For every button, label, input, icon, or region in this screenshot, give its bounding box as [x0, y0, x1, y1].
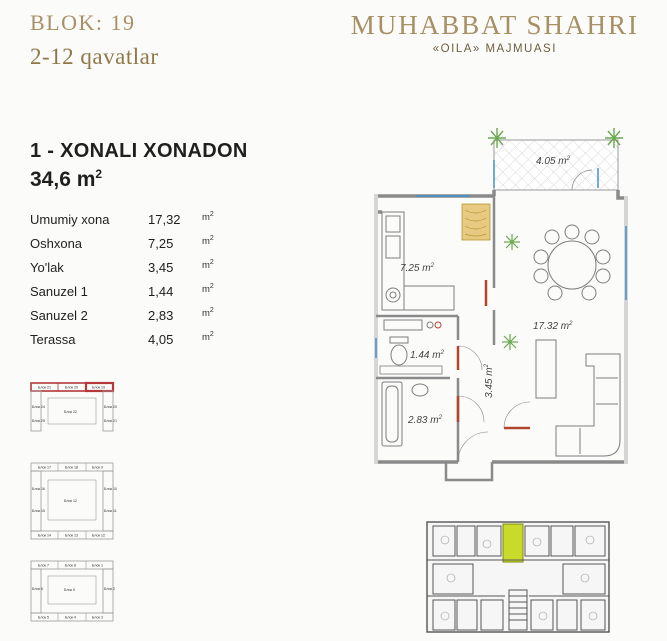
minimap-block-label: Блок 3	[92, 615, 104, 620]
floors-label: 2-12 qavatlar	[30, 44, 159, 69]
sink-icon	[412, 384, 428, 396]
block-label: BLOK: 19	[30, 10, 136, 35]
area-unit	[202, 259, 214, 271]
minimap-block-label: Блок 21	[104, 419, 118, 423]
unit-symbol: m	[202, 284, 210, 296]
minimap-block-label: Блок 14	[38, 533, 52, 538]
area-unit	[202, 307, 214, 319]
minimap-block-label: Блок 5	[38, 615, 50, 620]
site-minimap-2[interactable]	[30, 462, 118, 540]
hall-label: 3.45 $m^2$	[484, 364, 495, 398]
floor-plan	[356, 118, 656, 503]
unit-symbol: m	[202, 332, 210, 344]
minimap-block-label: Блок 4	[65, 615, 77, 620]
minimap-block-label: Блок 20	[65, 385, 79, 390]
unit-exponent: 2	[209, 210, 214, 218]
terrace-label: 4.05 $m^2$	[536, 156, 570, 167]
area-value: 7,25	[148, 235, 174, 251]
minimap-block-label: Блок 8	[65, 563, 77, 568]
minimap-block-label: Блок 16	[32, 487, 46, 491]
unit-exponent: 2	[209, 258, 214, 266]
minimap-block-label: Блок 21	[38, 385, 52, 390]
minimap-block-label: Блок 10	[104, 487, 118, 491]
minimap-block-label: Блок 18	[65, 465, 79, 470]
bathtub-icon	[382, 382, 402, 446]
area-label: Oshxona	[30, 235, 83, 251]
wc2-label: 2.83 $m^2$	[408, 415, 442, 426]
total-area-value: 34,6 m	[30, 168, 96, 191]
area-label: Sanuzel 1	[30, 283, 88, 299]
plant-icon	[502, 334, 518, 350]
area-row	[30, 231, 214, 255]
floor-key-plan[interactable]	[425, 520, 611, 641]
area-value: 1,44	[148, 283, 174, 299]
site-minimap-3[interactable]	[30, 560, 114, 622]
area-unit	[202, 331, 214, 343]
selected-apartment	[503, 524, 523, 562]
plant-icon	[504, 234, 520, 250]
area-row	[30, 303, 214, 327]
unit-symbol: m	[202, 260, 210, 272]
minimap-block-label: Блок 5	[64, 588, 76, 592]
minimap-block-label: Блок 11	[104, 509, 117, 513]
minimap-block-label: Блок 13	[65, 533, 79, 538]
area-table	[30, 207, 214, 351]
dining-table-icon	[534, 225, 610, 300]
area-row	[30, 207, 214, 231]
minimap-block-label: Блок 9	[92, 465, 104, 470]
unit-exponent: 2	[209, 234, 214, 242]
area-row	[30, 255, 214, 279]
area-row	[30, 327, 214, 351]
tv-stand	[536, 340, 556, 398]
sofa-icon	[556, 354, 620, 456]
minimap-block-label: Блок 20	[104, 405, 118, 409]
living-room-label: 17.32 $m^2$	[533, 321, 573, 332]
area-label: Yo'lak	[30, 259, 64, 275]
area-value: 2,83	[148, 307, 174, 323]
area-unit	[202, 211, 214, 223]
area-label: Sanuzel 2	[30, 307, 88, 323]
minimap-block-label: Блок 12	[92, 533, 106, 538]
minimap-block-label: Блок 17	[38, 465, 52, 470]
brand-name: MUHABBAT SHAHRI	[350, 10, 639, 40]
minimap-block-label: Блок 24	[32, 405, 46, 409]
minimap-block-label: Блок 12	[64, 499, 78, 503]
brand-subtitle: «OILA» MAJMUASI	[432, 43, 557, 55]
apartment-title: 1 - XONALI XONADON	[30, 140, 248, 162]
unit-exponent: 2	[209, 282, 214, 290]
site-minimap-1[interactable]	[30, 382, 118, 444]
apartment-total-area	[30, 167, 102, 192]
minimap-block-label: Блок 2	[104, 587, 116, 591]
area-value: 17,32	[148, 211, 181, 227]
area-unit	[202, 235, 214, 247]
minimap-block-label: Блок 22	[64, 410, 78, 414]
unit-symbol: m	[202, 212, 210, 224]
unit-symbol: m	[202, 236, 210, 248]
minimap-block-label: Блок 15	[32, 509, 46, 513]
unit-symbol: m	[202, 308, 210, 320]
minimap-block-label: Блок 25	[32, 419, 46, 423]
unit-exponent: 2	[209, 306, 214, 314]
total-area-exponent: 2	[95, 167, 103, 181]
minimap-block-label: Блок 6	[32, 587, 44, 591]
area-label: Umumiy xona	[30, 211, 110, 227]
area-value: 3,45	[148, 259, 174, 275]
area-row	[30, 279, 214, 303]
unit-exponent: 2	[209, 330, 214, 338]
brand	[351, 10, 639, 55]
wc1-label: 1.44 $m^2$	[410, 350, 444, 361]
area-label: Terassa	[30, 331, 76, 347]
area-value: 4,05	[148, 331, 174, 347]
area-unit	[202, 283, 214, 295]
minimap-block-label: Блок 1	[92, 563, 104, 568]
kitchen-label: 7.25 $m^2$	[400, 263, 434, 274]
minimap-block-label: Блок 7	[38, 563, 50, 568]
minimap-block-label: Блок 19	[92, 385, 106, 390]
toilet-icon	[390, 337, 408, 365]
